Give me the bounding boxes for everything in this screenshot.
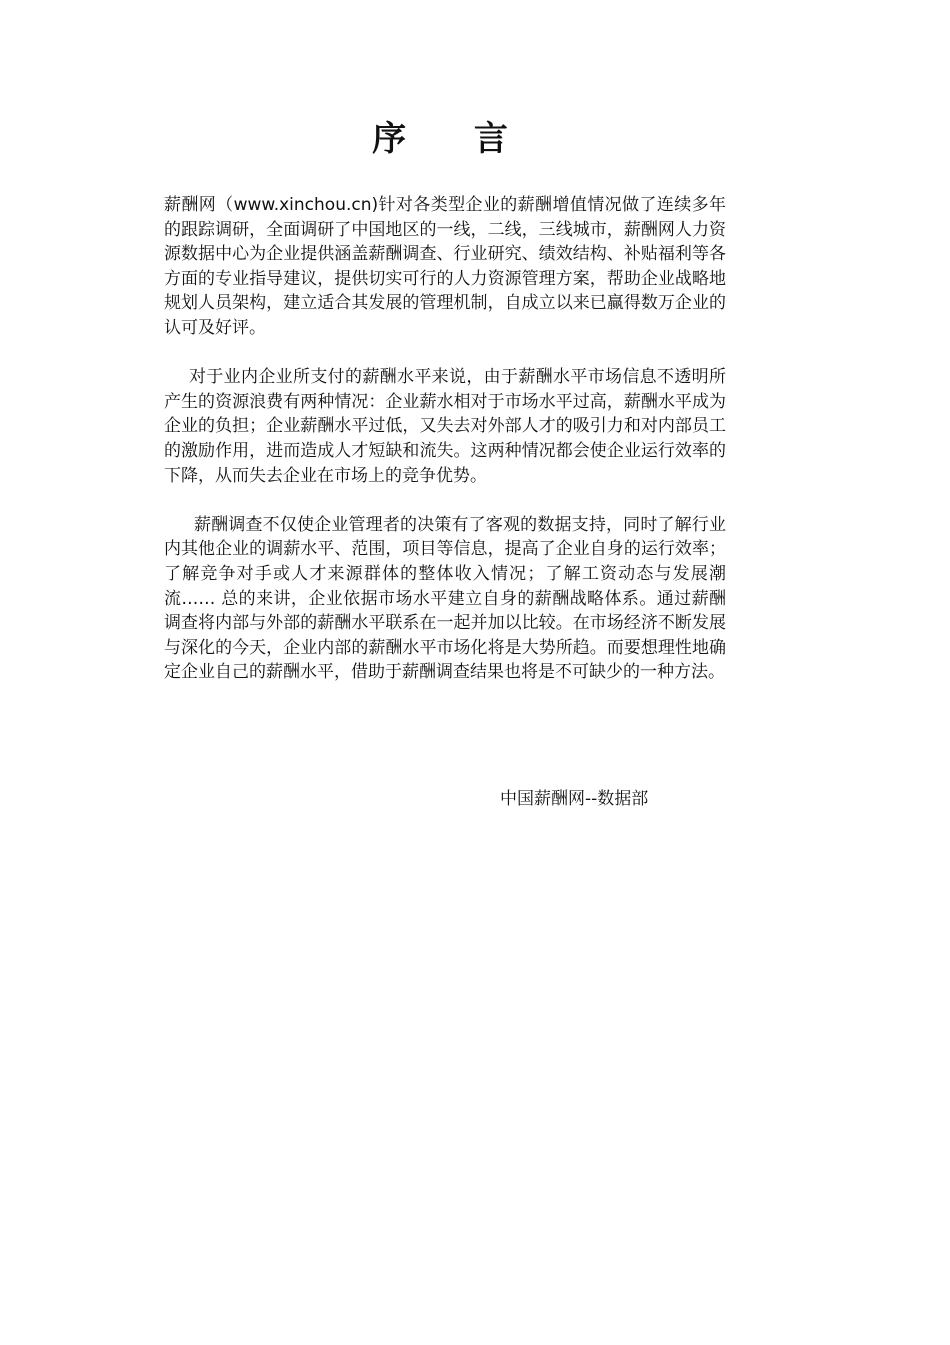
document-body xyxy=(164,193,726,709)
paragraph-salary-survey: 薪酬调查不仅使企业管理者的决策有了客观的数据支持，同时了解行业内其他企业的调薪水平、范围，项目等信息，提高了企业自身的运行效率；了解竞争对手或人才来源群体的整体收入情况；了解工资动态与发展潮流…… 总的来讲，企业依据市场水平建立自身的薪酬战略体系。通过薪酬调查将内部与外部的薪酬水平联系在一起并加以比较。在市场经济不断发展与深化的今天，企业内部的薪酬水平市场化将是大势所趋。而要想理性地确定企业自己的薪酬水平，借助于薪酬调查结果也将是不可缺少的一种方法。 xyxy=(164,514,726,683)
page-title: 序 言 xyxy=(372,119,536,159)
paragraph-intro: 薪酬网（www.xinchou.cn)针对各类型企业的薪酬增值情况做了连续多年的跟踪调研，全面调研了中国地区的一线，二线，三线城市，薪酬网人力资源数据中心为企业提供涵盖薪酬调查、行业研究、绩效结构、补贴福利等各方面的专业指导建议，提供切实可行的人力资源管理方案，帮助企业战略地规划人员架构，建立适合其发展的管理机制，自成立以来已赢得数万企业的认可及好评。 xyxy=(164,195,726,338)
paragraph-salary-level: 对于业内企业所支付的薪酬水平来说，由于薪酬水平市场信息不透明所产生的资源浪费有两种情况：企业薪水相对于市场水平过高，薪酬水平成为企业的负担；企业薪酬水平过低，又失去对外部人才的吸引力和对内部员工的激励作用，进而造成人才短缺和流失。这两种情况都会使企业运行效率的下降，从而失去企业在市场上的竞争优势。 xyxy=(164,367,726,486)
signature: 中国薪酬网--数据部 xyxy=(500,789,649,809)
